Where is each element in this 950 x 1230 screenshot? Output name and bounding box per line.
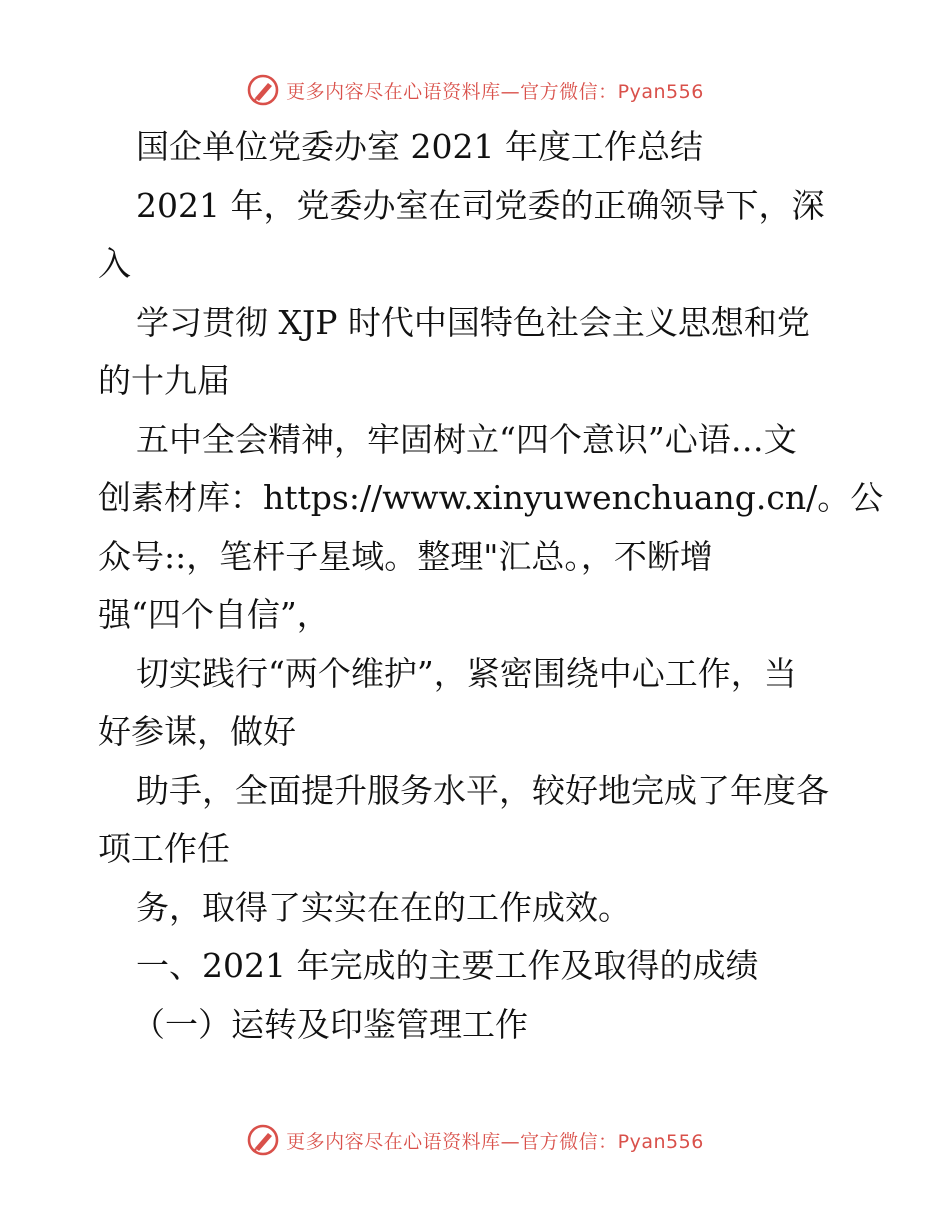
paragraph-line: 众号::，笔杆子星域。整理"汇总。，不断增 [98,536,713,576]
paragraph-line: 创素材库：https://www.xinyuwenchuang.cn/。公 [98,478,884,517]
paragraph-line: 助手，全面提升服务水平，较好地完成了年度各 [136,770,829,810]
section-heading: 一、2021 年完成的主要工作及取得的成绩 [136,946,759,985]
paragraph-line: 学习贯彻 XJP 时代中国特色社会主义思想和党 [136,302,810,342]
subsection-heading: （一）运转及印鉴管理工作 [132,1004,528,1044]
paragraph-line: 强“四个自信”， [98,595,330,634]
paragraph-line: 务，取得了实实在在的工作成效。 [136,887,631,927]
paragraph-line: 的十九届 [98,361,230,400]
watermark-text: 更多内容尽在心语资料库—官方微信：Pyan556 [286,1130,704,1153]
paragraph-line: 2021 年，党委办室在司党委的正确领导下，深 [136,185,825,225]
document-title: 国企单位党委办室 2021 年度工作总结 [136,127,703,166]
pen-seal-icon [246,1123,280,1157]
pen-seal-icon [246,73,280,107]
watermark-bottom [0,1122,950,1158]
paragraph-line: 好参谋，做好 [98,712,296,751]
paragraph-line: 切实践行“两个维护”，紧密围绕中心工作，当 [136,653,797,693]
document-body [98,118,884,1054]
paragraph-line: 五中全会精神，牢固树立“四个意识”心语…文 [136,419,797,459]
paragraph-line: 入 [98,244,131,283]
watermark-text: 更多内容尽在心语资料库—官方微信：Pyan556 [286,80,704,103]
watermark-top [0,72,950,108]
paragraph-line: 项工作任 [98,829,230,868]
